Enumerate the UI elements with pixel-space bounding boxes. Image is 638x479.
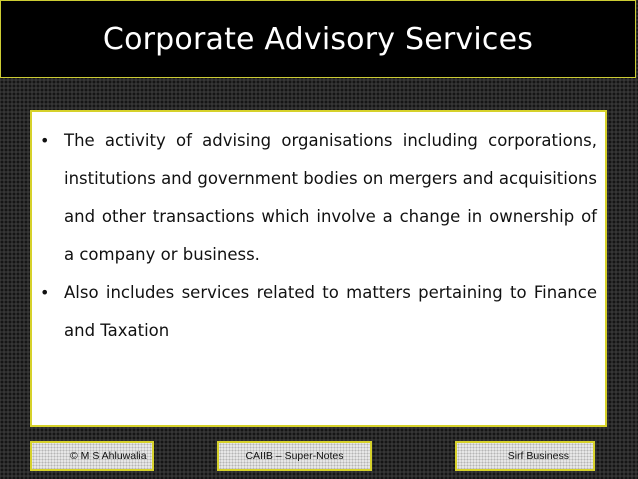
- bullet-icon: •: [40, 283, 50, 302]
- slide-title: Corporate Advisory Services: [102, 21, 534, 57]
- title-bar: [0, 0, 636, 78]
- bullet-text: The activity of advising organisations including corporations, institutions and government bodies on mergers and acquisitions and other transactions which involve a change in ownership of a company or business.: [64, 131, 597, 264]
- bullet-item: [32, 274, 597, 350]
- footer-tagline-text: Sirf Business: [507, 450, 569, 462]
- footer-author-text: © M S Ahluwalia: [70, 450, 147, 462]
- bullet-list: [32, 122, 597, 350]
- footer-tagline: [455, 441, 595, 471]
- footer-author: [30, 441, 154, 471]
- bullet-text: Also includes services related to matters pertaining to Finance and Taxation: [64, 283, 597, 340]
- footer-course: [217, 441, 372, 471]
- bullet-icon: •: [40, 131, 50, 150]
- footer-course-text: CAIIB – Super-Notes: [245, 450, 344, 462]
- bullet-item: [32, 122, 597, 274]
- content-box: [30, 110, 607, 427]
